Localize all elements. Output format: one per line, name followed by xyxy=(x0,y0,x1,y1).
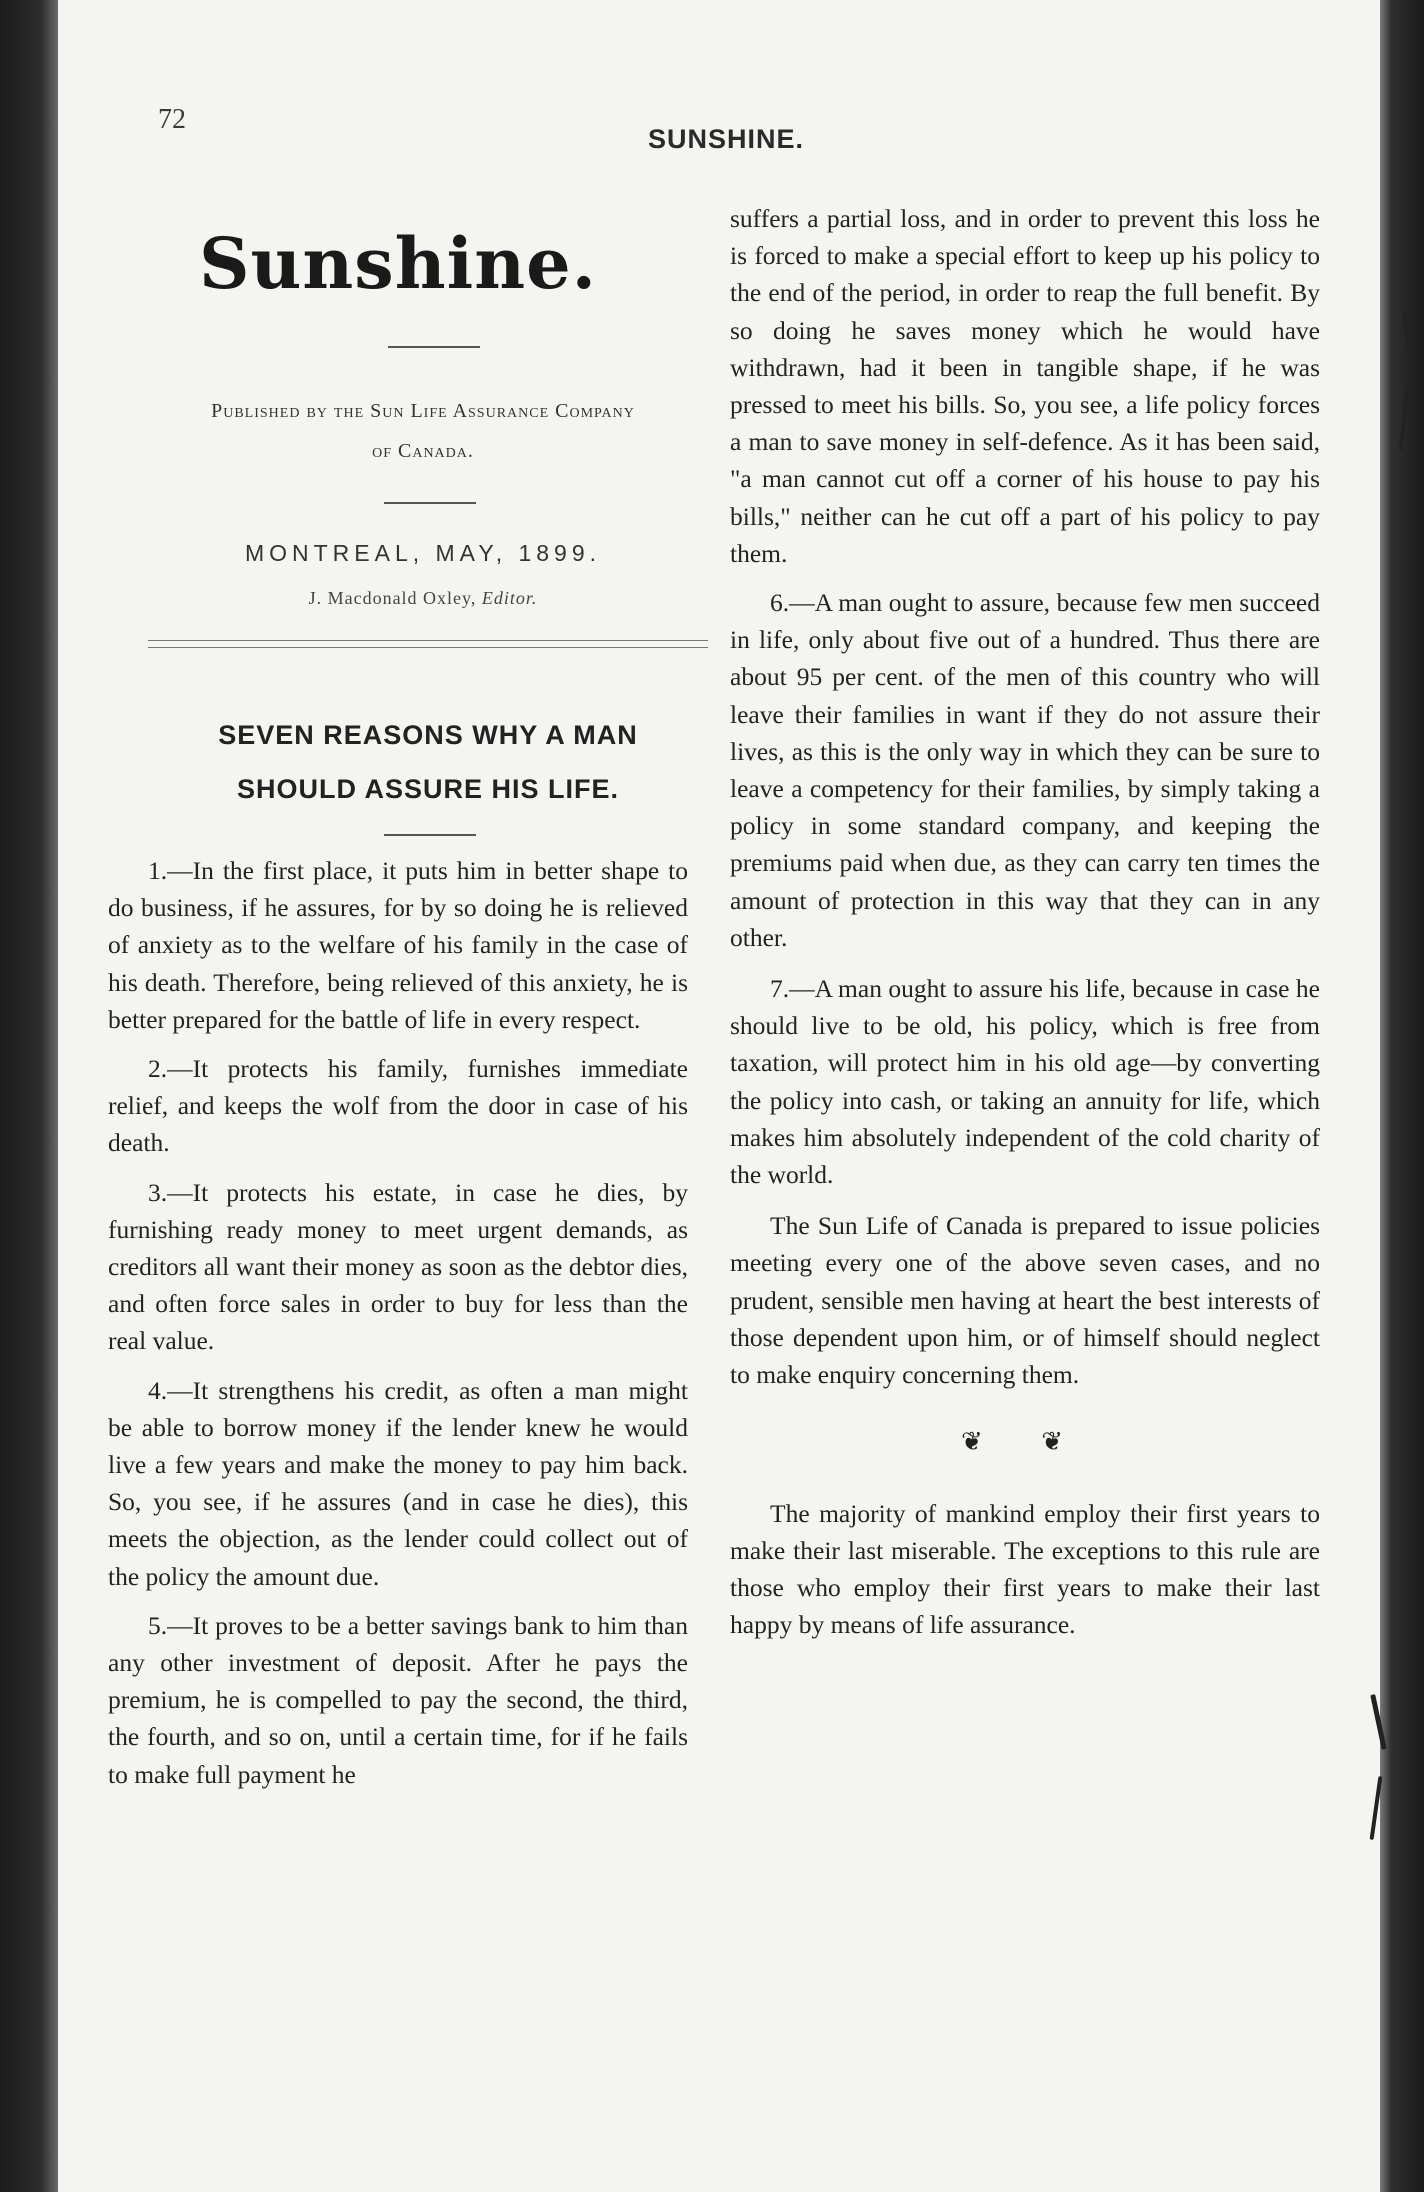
editor-credit xyxy=(138,588,708,609)
magazine-page xyxy=(58,0,1380,2192)
masthead-double-rule xyxy=(148,640,708,648)
article-title xyxy=(148,708,708,816)
reason-5-continued: suffers a partial loss, and in order to prevent this loss he is forced to make a special effort to keep up his policy to the end of the period, in order to reap the full benefit. By so doing he saves money which he would have withdrawn, had it been in tangible shape, if he was pressed to meet his bills. So, you see, a life policy forces a man to save money in self-defence. As it has been said, "a man cannot cut off a corner of his house to pay his bills," neither can he cut off a part of his policy to pay them. xyxy=(730,204,1320,568)
filler-paragraph: The majority of mankind employ their first years to make their last miserable. The exceptions to this rule are those who employ their first years to make their last happy by means of life assurance. xyxy=(730,1498,1320,1640)
article-title-line-1: SEVEN REASONS WHY A MAN xyxy=(218,720,638,750)
article-title-rule xyxy=(384,834,476,836)
reason-6: 6.—A man ought to assure, because few men succeed in life, only about five out of a hundred. Thus there are about 95 per cent. of the men of this country who will leave their families in want if they do not assure their lives, as this is the only way in which they can be sure to leave a competency for their families, by simply taking a policy in some standard company, and keeping the premiums paid when due, as they can carry ten times the amount of protection in this way that they can in any other. xyxy=(730,588,1320,952)
page-number: 72 xyxy=(158,104,186,135)
scan-edge-right xyxy=(1380,0,1424,2192)
reason-5: 5.—It proves to be a better savings bank to him than any other investment of deposit. After he pays the premium, he is compelled to pay the second, the third, the fourth, and so on, until a certain time, for if he fails to make full payment he xyxy=(108,1610,688,1789)
right-column xyxy=(730,200,1320,1655)
masthead-title: Sunshine. xyxy=(198,222,598,305)
masthead-rule xyxy=(388,346,480,348)
scan-edge-left xyxy=(0,0,58,2192)
reason-1: 1.—In the first place, it puts him in better shape to do business, if he assures, for by so doing he is relieved of anxiety as to the welfare of his family in the case of his death. Therefore, being relieved of this anxiety, he is better prepared for the battle of life in every respect. xyxy=(108,856,688,1034)
section-ornament: ❦ ❦ xyxy=(960,1427,1090,1457)
editor-role: Editor. xyxy=(481,588,538,608)
publisher-line-2: of Canada. xyxy=(372,440,474,462)
closing-paragraph: The Sun Life of Canada is prepared to issue policies meeting every one of the above seven cases, and no prudent, sensible men having at heart the best interests of those dependent upon him, or of himself should neglect to make enquiry concerning them. xyxy=(730,1211,1320,1390)
editor-name: J. Macdonald Oxley, xyxy=(308,588,477,608)
reason-3: 3.—It protects his estate, in case he dies, by furnishing ready money to meet urgent demands, as creditors all want their money as soon as the debtor dies, and often force sales in order to buy for less than the real value. xyxy=(108,1177,688,1356)
running-head: SUNSHINE. xyxy=(648,124,805,154)
reason-2: 2.—It protects his family, furnishes immediate relief, and keeps the wolf from the door in case of his death. xyxy=(108,1054,688,1158)
left-column xyxy=(108,852,688,1805)
article-title-line-2: SHOULD ASSURE HIS LIFE. xyxy=(236,774,620,804)
dateline: MONTREAL, MAY, 1899. xyxy=(244,540,602,566)
reason-4: 4.—It strengthens his credit, as often a man might be able to borrow money if the lender knew he would live a few years and make the money to pay him back. So, you see, if he assures (and in case he dies), this meets the objection, as the lender could collect out of the policy the amount due. xyxy=(108,1375,688,1591)
publisher-rule xyxy=(384,502,476,504)
publisher-line: Published by the Sun Life Assurance Company xyxy=(211,400,635,422)
reason-7: 7.—A man ought to assure his life, because in case he should live to be old, his policy, which is free from taxation, will protect him in his old age—by converting the policy into cash, or taking an annuity for life, which makes him absolutely independent of the cold charity of the world. xyxy=(730,974,1320,1190)
